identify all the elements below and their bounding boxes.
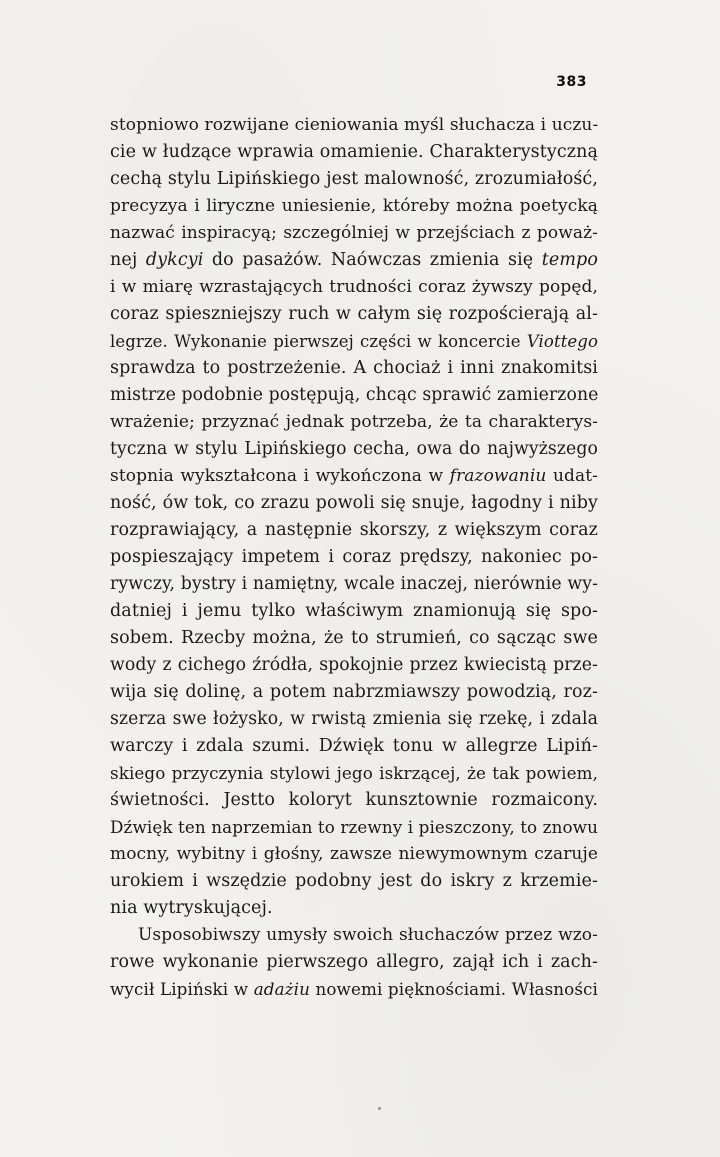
text-line xyxy=(110,463,598,490)
text-line: sobem. Rzecby można, że to strumień, co sącząc swe xyxy=(110,628,598,648)
italic-term: frazowaniu xyxy=(449,466,547,486)
text-line: mistrze podobnie postępują, chcąc sprawić zamierzone xyxy=(110,385,599,405)
text-line: mocny, wybitny i głośny, zawsze niewymownym czaruje xyxy=(110,844,598,864)
text-line: pospieszający impetem i coraz prędszy, nakoniec po- xyxy=(110,547,598,567)
text-segment: nowemi pięknościami. Własności xyxy=(309,979,598,999)
text-line-paragraph-end: nia wytryskującej. xyxy=(110,898,273,918)
text-line: cechą stylu Lipińskiego jest malowność, zrozumiałość, xyxy=(110,169,598,189)
text-line: urokiem i wszędzie podobny jest do iskry z krzemie- xyxy=(110,871,598,891)
text-line: precyzya i liryczne uniesienie, któreby można poetycką xyxy=(110,196,598,216)
paper-speck xyxy=(378,1107,381,1110)
text-line: Dźwięk ten naprzemian to rzewny i pieszczony, to znowu xyxy=(110,817,598,837)
text-segment: wycił Lipiński w xyxy=(110,979,254,999)
text-line: warczy i zdala szumi. Dźwięk tonu w allegrze Lipiń- xyxy=(110,736,598,756)
text-line: świetności. Jestto koloryt kunsztownie rozmaicony. xyxy=(110,790,598,810)
italic-term: Viottego xyxy=(526,332,598,351)
italic-term: dykcyi xyxy=(145,250,204,270)
text-line: rywczy, bystry i namiętny, wcale inaczej, nierównie wy- xyxy=(110,574,598,594)
text-segment: udat- xyxy=(546,466,598,486)
text-line: datniej i jemu tylko właściwym znamionują się spo- xyxy=(110,601,598,621)
text-line: i w miarę wzrastających trudności coraz żywszy popęd, xyxy=(110,277,598,297)
text-line: nazwać inspiracyą; szczególniej w przejściach z poważ- xyxy=(110,223,598,243)
text-line xyxy=(110,328,598,355)
text-segment: legrze. Wykonanie pierwszej części w koncercie xyxy=(110,332,527,351)
text-line xyxy=(110,976,598,1003)
italic-term: adażiu xyxy=(253,979,310,999)
page-number: 383 xyxy=(556,74,587,90)
text-line: wija się dolinę, a potem nabrzmiawszy powodzią, roz- xyxy=(110,682,598,702)
text-line-paragraph-start: Usposobiwszy umysły swoich słuchaczów przez wzo- xyxy=(138,925,598,945)
body-text xyxy=(110,112,598,1003)
text-line: coraz spieszniejszy ruch w całym się rozpościerają al- xyxy=(110,304,598,324)
text-line: ność, ów tok, co zrazu powoli się snuje, łagodny i niby xyxy=(110,493,598,513)
text-line: cie w łudzące wprawia omamienie. Charakterystyczną xyxy=(110,142,598,162)
text-segment: stopnia wykształcona i wykończona w xyxy=(110,466,450,486)
text-line: sprawdza to postrzeżenie. A chociaż i inni znakomitsi xyxy=(110,358,598,378)
text-line: wrażenie; przyznać jednak potrzeba, że ta charakterys- xyxy=(110,412,598,432)
text-line: skiego przyczynia stylowi jego iskrzącej, że tak powiem, xyxy=(110,763,598,783)
text-line: tyczna w stylu Lipińskiego cecha, owa do najwyższego xyxy=(110,439,598,459)
text-line: rowe wykonanie pierwszego allegro, zajął ich i zach- xyxy=(110,952,598,972)
text-segment: nej xyxy=(110,250,146,270)
text-line: rozprawiający, a następnie skorszy, z większym coraz xyxy=(110,520,598,540)
text-line: szerza swe łożysko, w rwistą zmienia się rzekę, i zdala xyxy=(110,709,598,729)
text-line: wody z cichego źródła, spokojnie przez kwiecistą prze- xyxy=(110,655,598,675)
text-line: stopniowo rozwijane cieniowania myśl słuchacza i uczu- xyxy=(110,115,599,135)
text-line xyxy=(110,247,598,274)
text-segment: do pasażów. Naówczas zmienia się xyxy=(203,250,542,270)
italic-term: tempo xyxy=(541,250,598,270)
